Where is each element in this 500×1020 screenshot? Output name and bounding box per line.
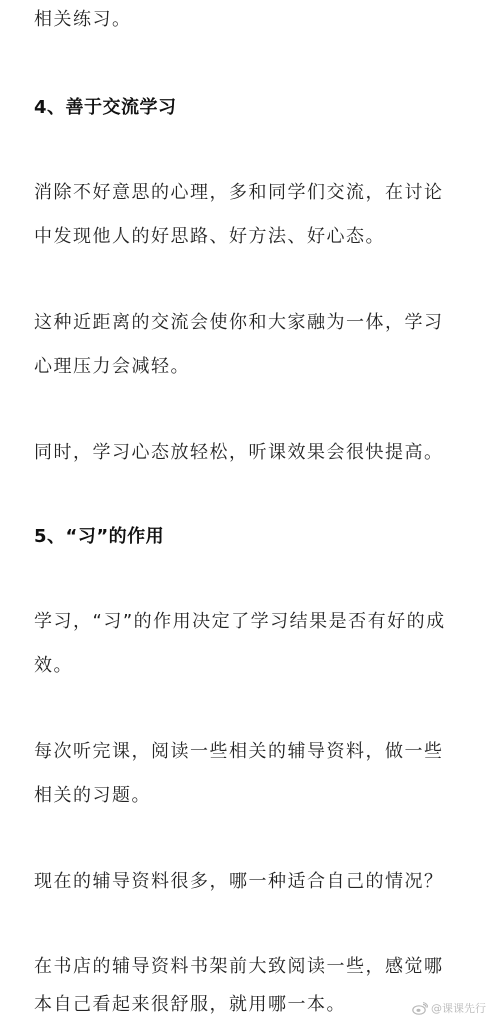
- paragraph-line: 同时，学习心态放轻松，听课效果会很快提高。: [34, 442, 444, 463]
- paragraph-line: 学习，“习”的作用决定了学习结果是否有好的成: [34, 611, 446, 632]
- paragraph-line: 这种近距离的交流会使你和大家融为一体，学习: [34, 312, 444, 333]
- paragraph-line: 本自己看起来很舒服，就用哪一本。: [34, 994, 346, 1015]
- paragraph-line: 在书店的辅导资料书架前大致阅读一些，感觉哪: [34, 956, 444, 977]
- section-heading-5: 5、“习”的作用: [34, 526, 165, 547]
- paragraph-line: 每次听完课，阅读一些相关的辅导资料，做一些: [34, 741, 444, 762]
- paragraph-line: 相关练习。: [34, 9, 132, 30]
- watermark: [412, 1000, 486, 1016]
- paragraph-line: 现在的辅导资料很多，哪一种适合自己的情况？: [34, 871, 444, 892]
- section-heading-4: 4、善于交流学习: [34, 97, 177, 118]
- paragraph-line: 效。: [34, 655, 73, 676]
- watermark-text: @课课先行: [431, 1002, 486, 1015]
- paragraph-line: 心理压力会减轻。: [34, 356, 190, 377]
- paragraph-line: 相关的习题。: [34, 785, 151, 806]
- paragraph-line: 消除不好意思的心理，多和同学们交流，在讨论: [34, 182, 444, 203]
- weibo-icon: [412, 1002, 428, 1015]
- paragraph-line: 中发现他人的好思路、好方法、好心态。: [34, 226, 385, 247]
